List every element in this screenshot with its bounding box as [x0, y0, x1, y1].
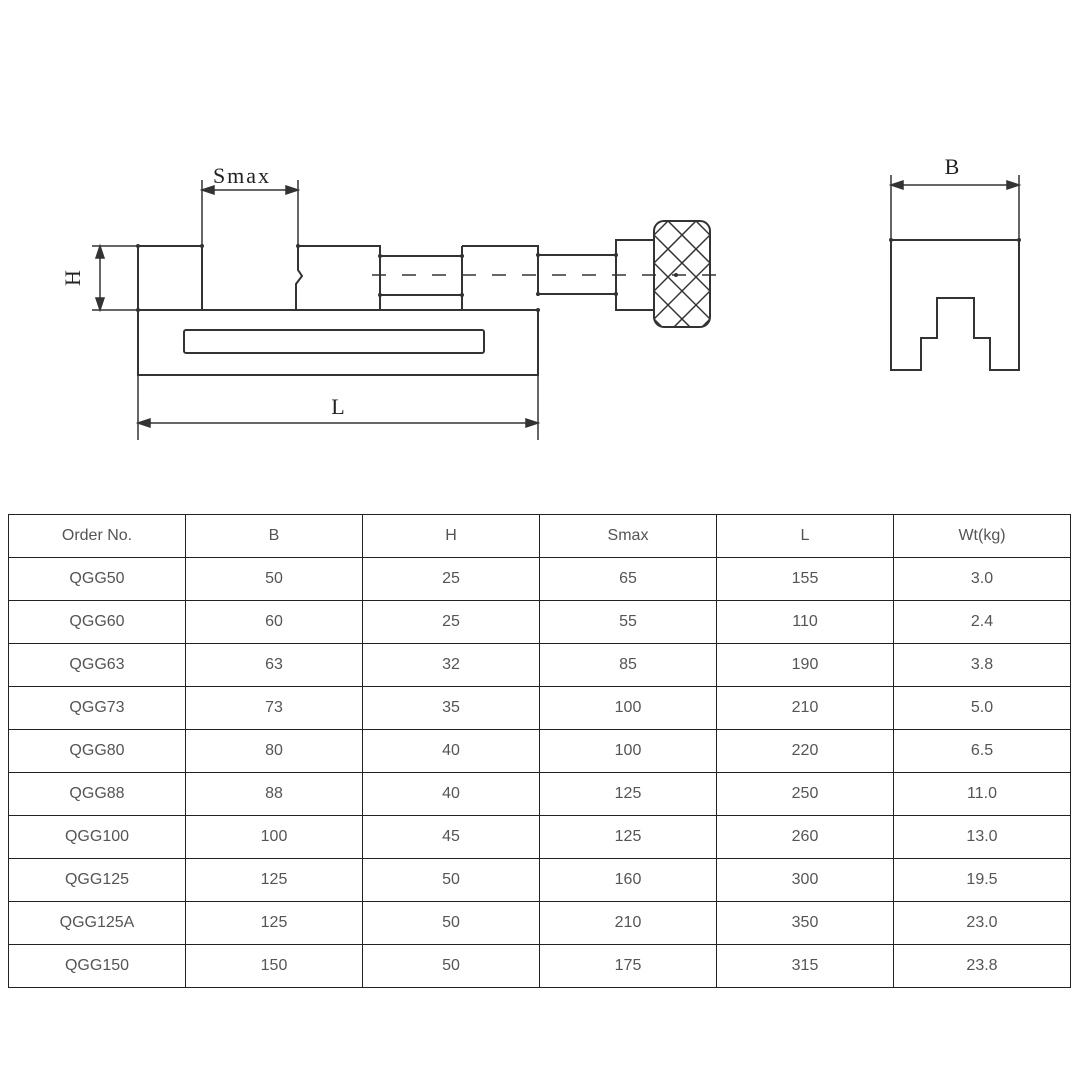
header-b: B — [186, 515, 363, 558]
table-cell: 2.4 — [894, 601, 1071, 644]
table-row — [9, 730, 1071, 773]
base-slot — [184, 330, 484, 353]
table-cell: QGG125 — [9, 859, 186, 902]
table-cell: 65 — [540, 558, 717, 601]
vise-technical-drawing — [0, 0, 1080, 500]
table-cell: 63 — [186, 644, 363, 687]
header-smax: Smax — [540, 515, 717, 558]
table-cell: 40 — [363, 730, 540, 773]
table-row — [9, 902, 1071, 945]
table-row — [9, 945, 1071, 988]
table-cell: 50 — [186, 558, 363, 601]
header-l: L — [717, 515, 894, 558]
table-header-row — [9, 515, 1071, 558]
header-order-no: Order No. — [9, 515, 186, 558]
table-cell: 50 — [363, 902, 540, 945]
h-dimension — [92, 246, 138, 310]
smax-dimension — [202, 180, 298, 310]
fixed-jaw — [138, 246, 202, 310]
table-cell: 85 — [540, 644, 717, 687]
table-cell: QGG100 — [9, 816, 186, 859]
table-row — [9, 816, 1071, 859]
table-cell: 40 — [363, 773, 540, 816]
table-cell: 50 — [363, 859, 540, 902]
vise-base — [138, 310, 538, 375]
table-cell: 25 — [363, 601, 540, 644]
table-cell: 125 — [186, 902, 363, 945]
table-cell: 190 — [717, 644, 894, 687]
table-cell: 11.0 — [894, 773, 1071, 816]
h-label: H — [60, 270, 85, 286]
table-cell: 80 — [186, 730, 363, 773]
table-cell: QGG80 — [9, 730, 186, 773]
table-cell: 175 — [540, 945, 717, 988]
table-cell: 260 — [717, 816, 894, 859]
table-cell: 250 — [717, 773, 894, 816]
table-cell: 125 — [540, 773, 717, 816]
table-cell: 100 — [540, 730, 717, 773]
table-cell: 3.0 — [894, 558, 1071, 601]
table-cell: 25 — [363, 558, 540, 601]
table-cell: 13.0 — [894, 816, 1071, 859]
table-cell: 150 — [186, 945, 363, 988]
table-row — [9, 644, 1071, 687]
end-profile — [891, 240, 1019, 370]
table-cell: 60 — [186, 601, 363, 644]
table-cell: 210 — [717, 687, 894, 730]
table-cell: 315 — [717, 945, 894, 988]
table-cell: 300 — [717, 859, 894, 902]
table-cell: 155 — [717, 558, 894, 601]
table-cell: 6.5 — [894, 730, 1071, 773]
movable-jaw — [296, 246, 380, 310]
l-label: L — [331, 394, 345, 419]
table-cell: QGG60 — [9, 601, 186, 644]
table-cell: QGG63 — [9, 644, 186, 687]
table-cell: 160 — [540, 859, 717, 902]
table-cell: 32 — [363, 644, 540, 687]
table-cell: 100 — [540, 687, 717, 730]
table-cell: QGG88 — [9, 773, 186, 816]
table-cell: 88 — [186, 773, 363, 816]
table-cell: 110 — [717, 601, 894, 644]
specification-table — [8, 514, 1071, 988]
table-cell: 5.0 — [894, 687, 1071, 730]
table-cell: 23.8 — [894, 945, 1071, 988]
table-cell: 100 — [186, 816, 363, 859]
table-cell: QGG125A — [9, 902, 186, 945]
table-cell: 125 — [540, 816, 717, 859]
table-cell: 55 — [540, 601, 717, 644]
end-view — [889, 175, 1021, 370]
b-label: B — [944, 154, 960, 179]
side-view — [92, 180, 808, 440]
table-cell: 350 — [717, 902, 894, 945]
b-dimension — [891, 175, 1019, 240]
table-row — [9, 859, 1071, 902]
table-cell: 50 — [363, 945, 540, 988]
table-cell: QGG150 — [9, 945, 186, 988]
table-cell: 73 — [186, 687, 363, 730]
table-cell: 125 — [186, 859, 363, 902]
table-cell: 210 — [540, 902, 717, 945]
table-row — [9, 601, 1071, 644]
table-cell: 3.8 — [894, 644, 1071, 687]
header-h: H — [363, 515, 540, 558]
table-row — [9, 558, 1071, 601]
table-cell: 220 — [717, 730, 894, 773]
table-row — [9, 687, 1071, 730]
table-cell: 19.5 — [894, 859, 1071, 902]
smax-label: Smax — [212, 163, 272, 188]
table-cell: 23.0 — [894, 902, 1071, 945]
table-cell: 35 — [363, 687, 540, 730]
table-cell: 45 — [363, 816, 540, 859]
table-cell: QGG73 — [9, 687, 186, 730]
header-weight: Wt(kg) — [894, 515, 1071, 558]
table-cell: QGG50 — [9, 558, 186, 601]
table-row — [9, 773, 1071, 816]
